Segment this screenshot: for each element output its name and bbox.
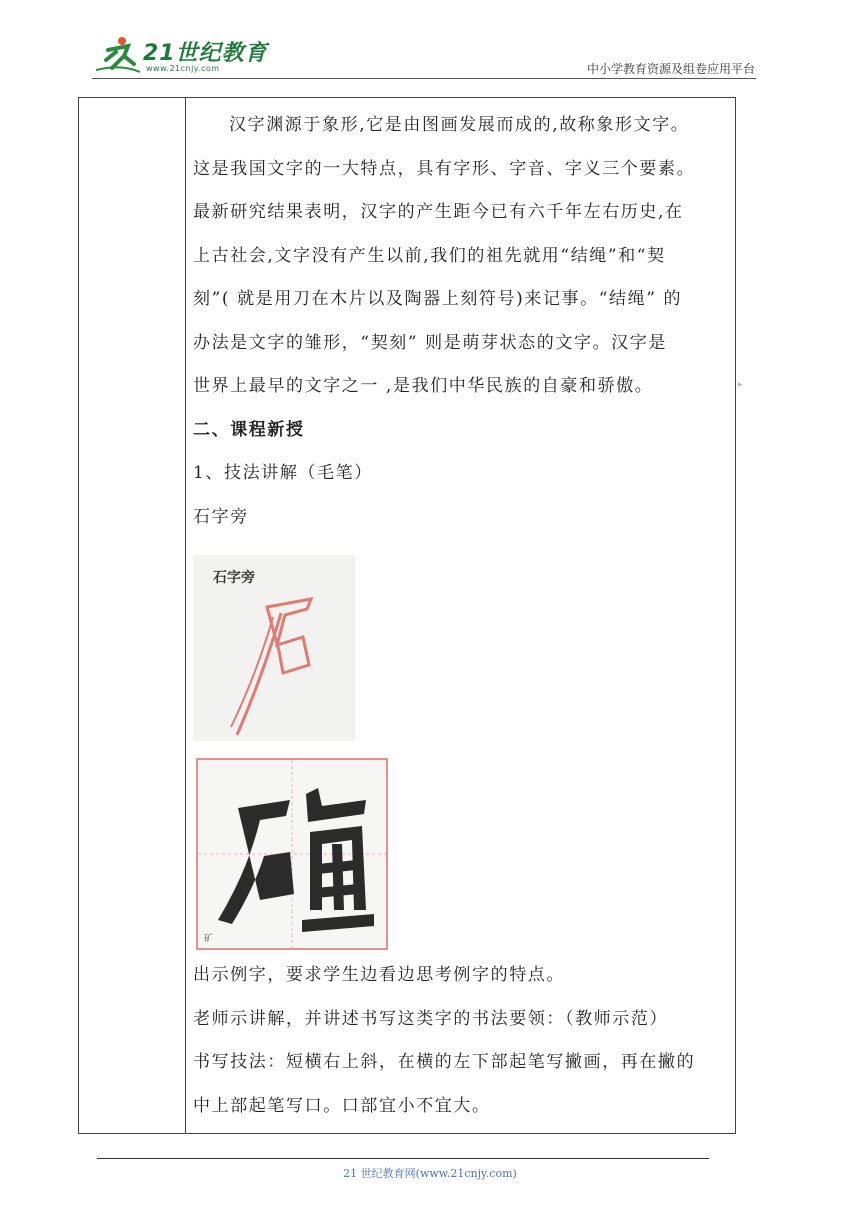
paragraph-line: 老师示讲解，并讲述书写这类字的书法要领：（教师示范） [193, 1008, 669, 1029]
radical-image-label: 石字旁 [213, 570, 255, 586]
section-title: 二、课程新授 [193, 419, 305, 440]
radical-name: 石字旁 [193, 506, 249, 527]
paragraph-line: 办法是文字的雏形，“契刻” 则是萌芽状态的文字。汉字是 [193, 332, 667, 353]
paragraph-line: 书写技法：短横右上斜，在横的左下部起笔写撇画，再在撇的 [193, 1052, 696, 1072]
example-character-caption: 矿 [204, 934, 214, 944]
margin-arrow-icon: ▸ [738, 380, 743, 390]
paragraph-line: 出示例字，要求学生边看边思考例字的特点。 [193, 965, 565, 985]
logo-url: www.21cnjy.com [146, 64, 220, 73]
lesson-content [193, 104, 733, 539]
subsection-title: 1、技法讲解（毛笔） [193, 463, 373, 483]
paragraph-line: 中上部起笔写口。口部宜小不宜大。 [193, 1095, 491, 1116]
paragraph-line: 世界上最早的文字之一 ,是我们中华民族的自豪和骄傲。 [193, 376, 654, 396]
logo-text: 21世纪教育 [143, 41, 268, 66]
example-character-image [196, 758, 388, 950]
paragraph-line: 上古社会,文字没有产生以前,我们的祖先就用“结绳”和“契 [193, 245, 666, 266]
calligraphy-character-icon [198, 760, 386, 948]
paragraph-line: 汉字渊源于象形,它是由图画发展而成的,故称象形文字。 [229, 115, 690, 135]
lesson-content-continued [193, 954, 733, 1128]
footer-divider [97, 1158, 709, 1159]
column-divider [185, 98, 186, 1133]
platform-title: 中小学教育资源及组卷应用平台 [586, 62, 755, 76]
paragraph-line: 这是我国文字的一大特点，具有字形、字音、字义三个要素。 [193, 158, 696, 179]
radical-image [193, 555, 355, 741]
paragraph-line: 最新研究结果表明，汉字的产生距今已有六千年左右历史,在 [193, 202, 684, 222]
paragraph-line: 刻”( 就是用刀在木片以及陶器上刻符号)来记事。“结绳” 的 [193, 289, 683, 309]
header-divider [92, 78, 756, 79]
footer-text: 21 世纪教育网(www.21cnjy.com) [343, 1167, 517, 1180]
page-header [0, 0, 860, 82]
radical-stroke-outline-icon [193, 555, 355, 741]
